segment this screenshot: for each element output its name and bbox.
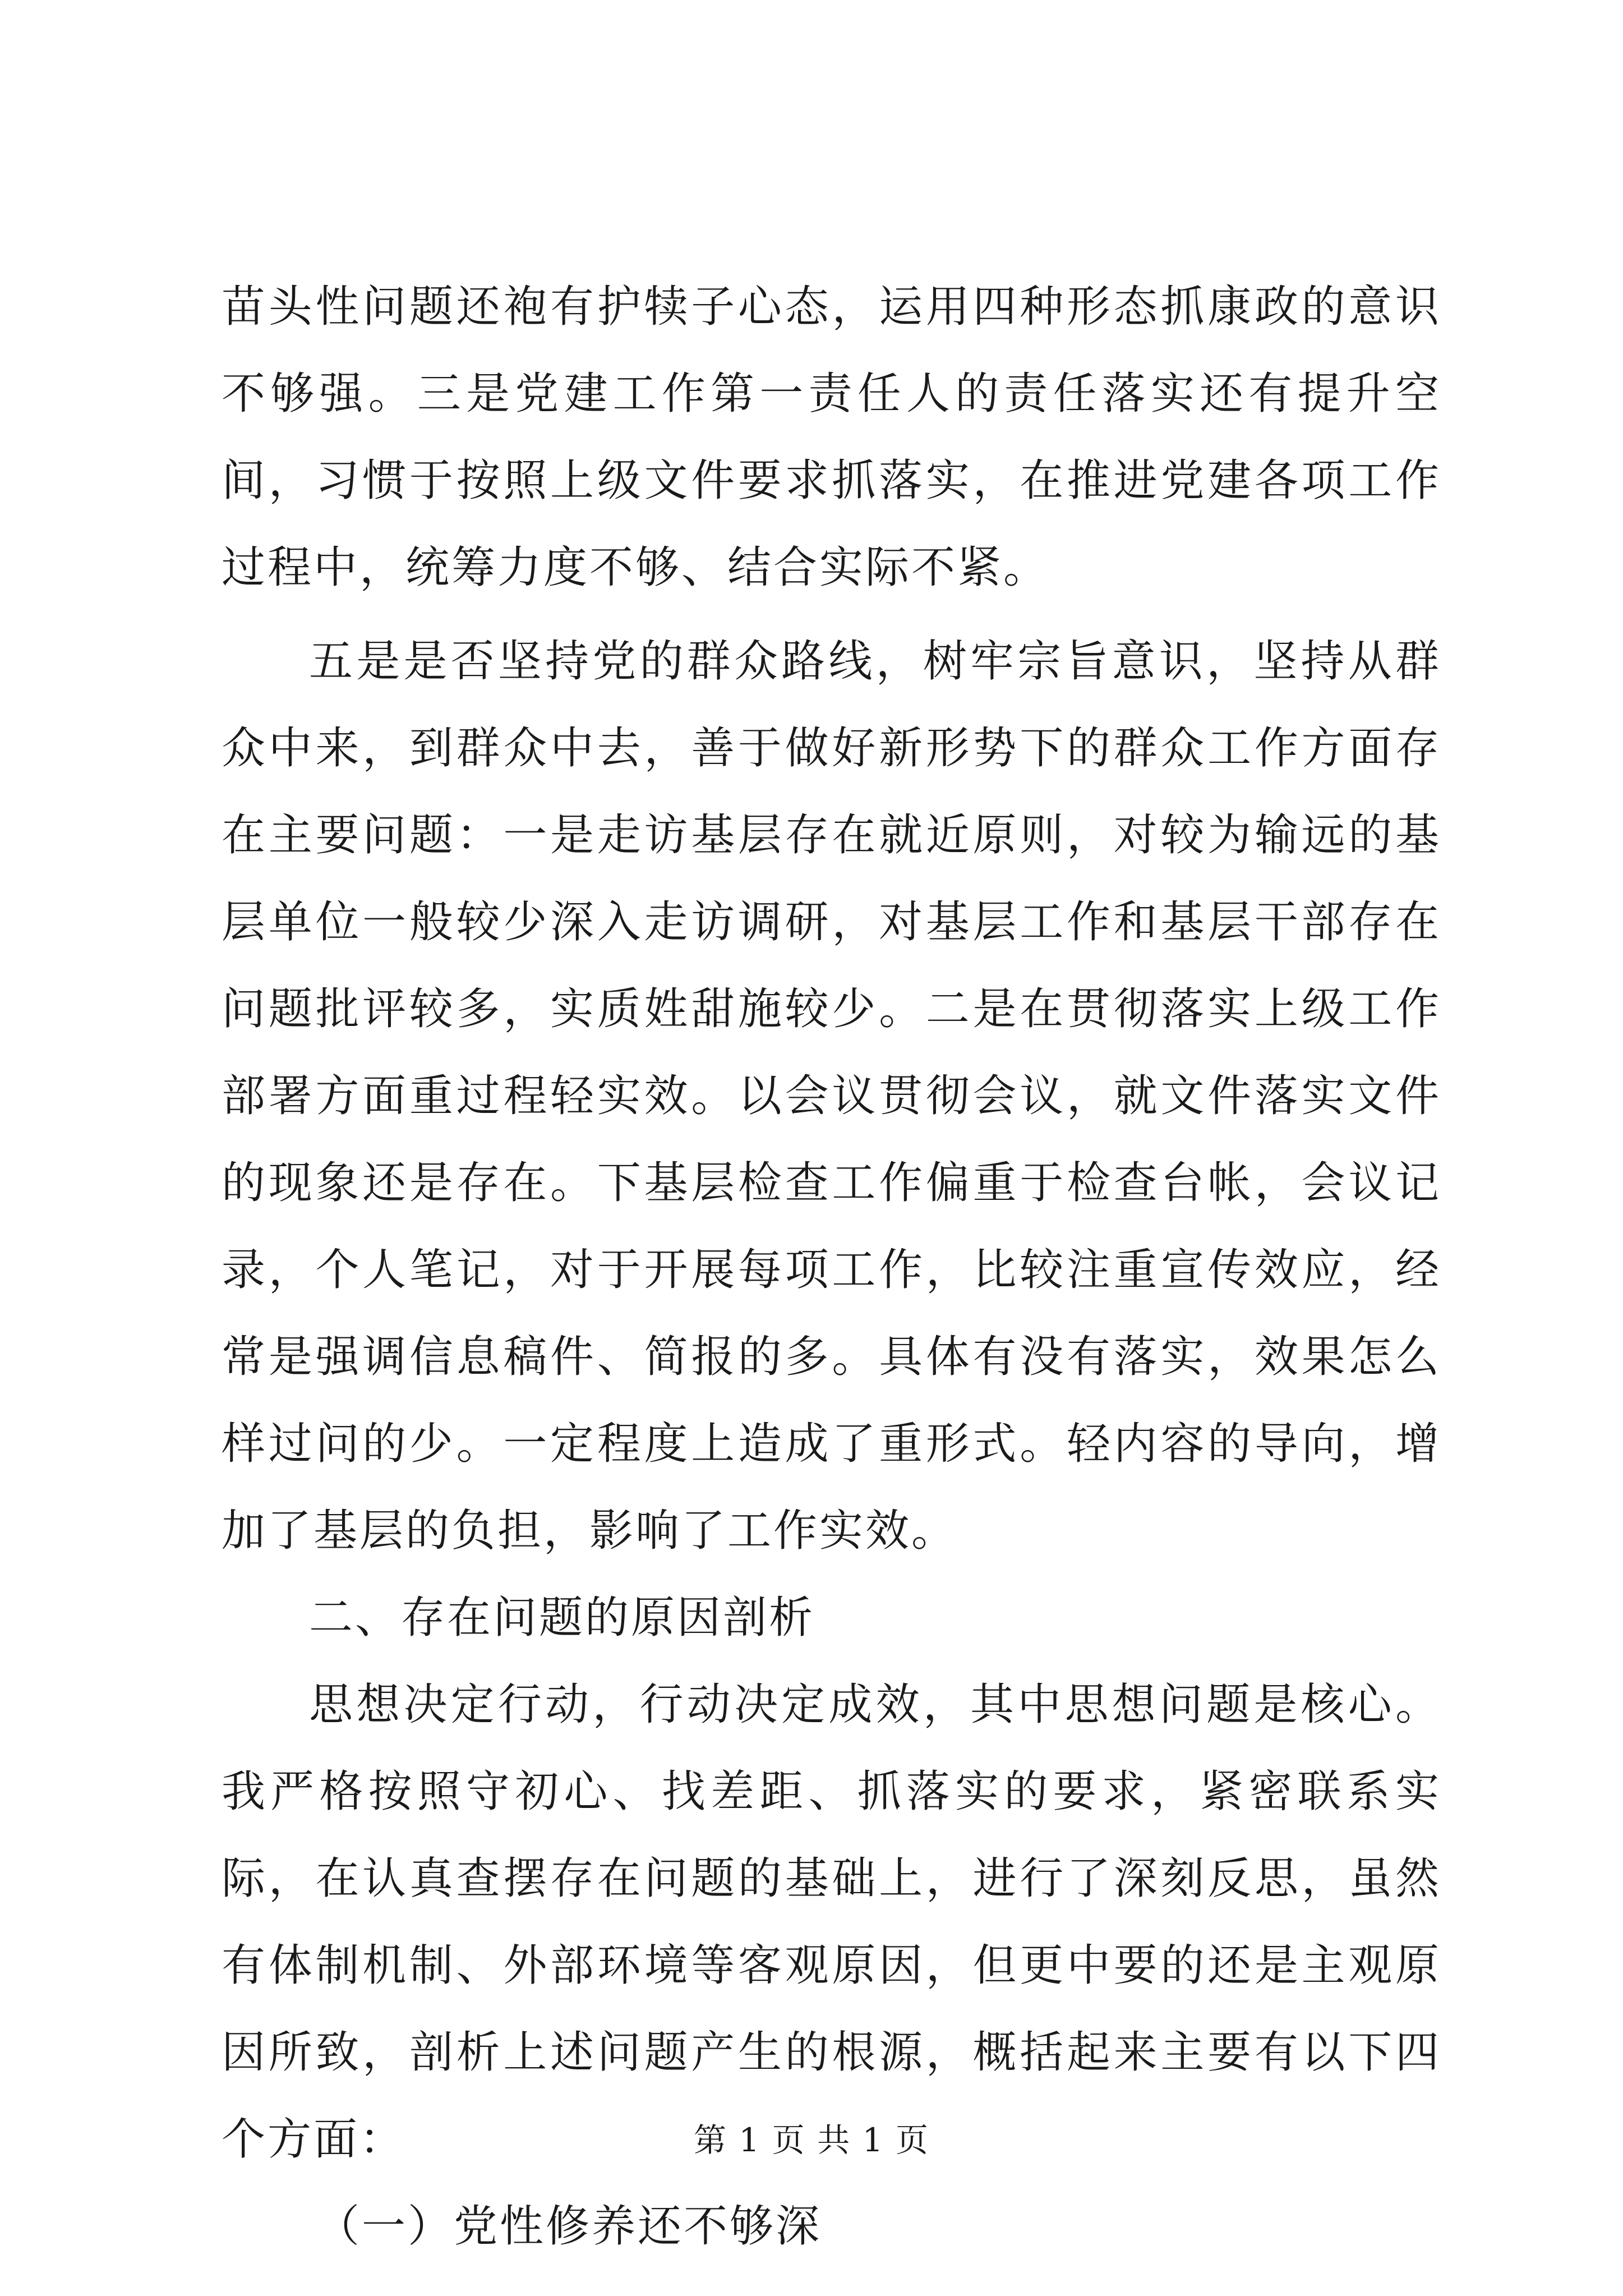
section-heading: 二、存在问题的原因剖析	[309, 1593, 815, 1643]
document-body	[222, 264, 1441, 2270]
subsection-heading: （一）党性修养还不够深	[316, 2201, 822, 2252]
body-paragraph-1: 苗头性问题还袍有护犊子心态，运用四种形态抓康政的意识不够强。三是党建工作第一责任人的责任落实还有提升空间，习惯于按照上级文件要求抓落实，在推进党建各项工作过程中，统筹力度不够、结合实际不紧。	[222, 282, 1441, 593]
body-paragraph-3: 思想决定行动，行动决定成效，其中思想问题是核心。我严格按照守初心、找差距、抓落实的要求，紧密联系实际，在认真查摆存在问题的基础上，进行了深刻反思，虽然有体制机制、外部环境等客观原因，但更中要的还是主观原因所致，剖析上述问题产生的根源，概括起来主要有以下四个方面：	[222, 1680, 1441, 2165]
page-footer: 第 1 页 共 1 页	[694, 2121, 929, 2159]
body-paragraph-2: 五是是否坚持党的群众路线，树牢宗旨意识，坚持从群众中来，到群众中去，善于做好新形势下的群众工作方面存在主要问题：一是走访基层存在就近原则，对较为输远的基层单位一般较少深入走访调研，对基层工作和基层干部存在问题批评较多，实质姓甜施较少。二是在贯彻落实上级工作部署方面重过程轻实效。以会议贯彻会议，就文件落实文件的现象还是存在。下基层检查工作偏重于检查台帐，会议记录，个人笔记，对于开展每项工作，比较注重宣传效应，经常是强调信息稿件、简报的多。具体有没有落实，效果怎么样过问的少。一定程度上造成了重形式。轻内容的导向，增加了基层的负担，影响了工作实效。	[222, 636, 1441, 1556]
